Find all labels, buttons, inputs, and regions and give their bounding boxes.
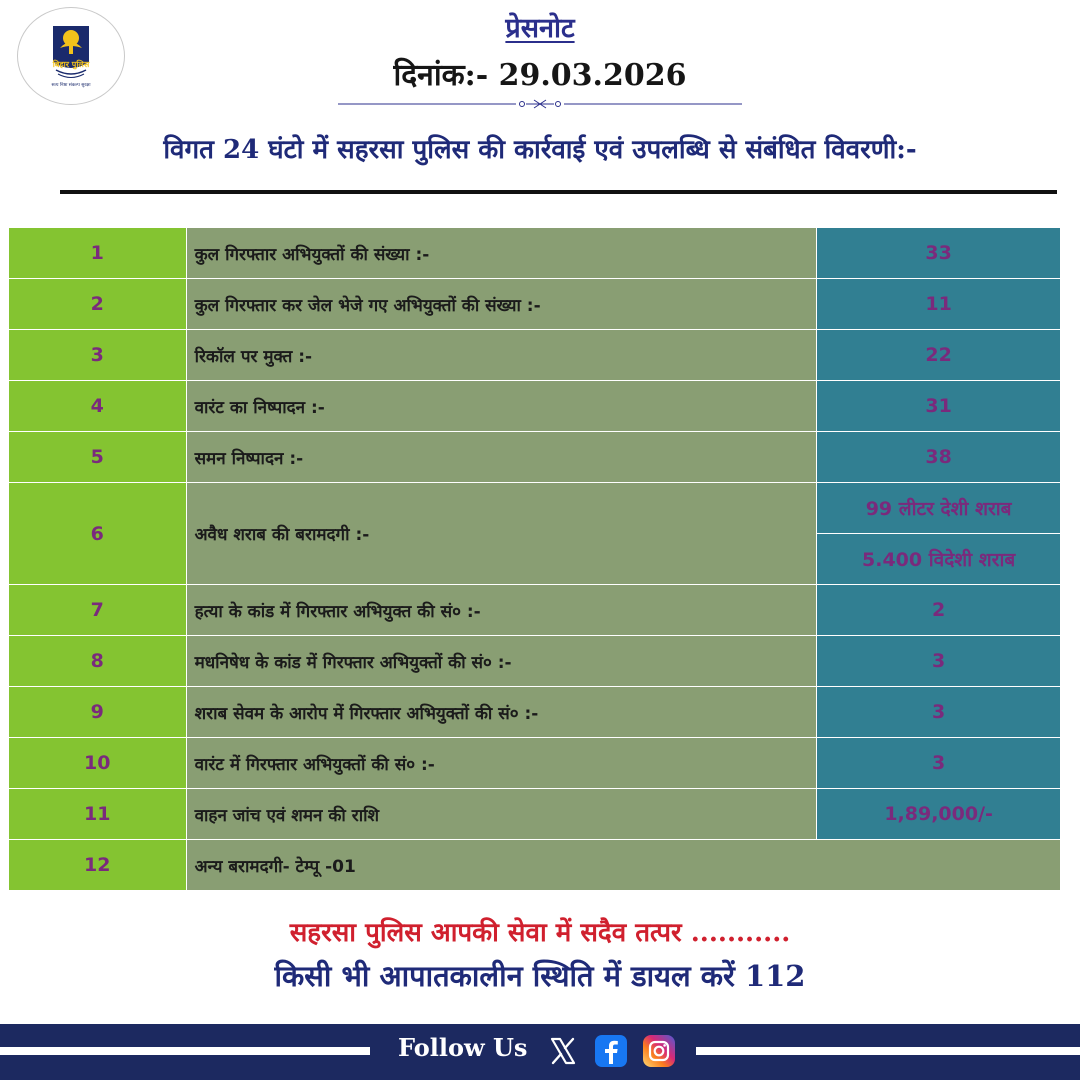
table-row [9,636,1061,687]
table-row [9,228,1061,279]
table-row [9,789,1061,840]
row-number: 1 [9,228,187,279]
instagram-icon[interactable] [642,1034,676,1068]
row-value: 1,89,000/- [817,789,1061,840]
row-number: 12 [9,840,187,891]
header-divider [60,190,1057,194]
row-value: 22 [817,330,1061,381]
table-row [9,279,1061,330]
table-row [9,381,1061,432]
social-footer [0,1024,1080,1080]
table-row [9,687,1061,738]
row-number: 9 [9,687,187,738]
logo-name: बिहार पुलिस [52,60,90,69]
row-value: 31 [817,381,1061,432]
row-number: 6 [9,483,187,585]
row-label: समन निष्पादन :- [186,432,817,483]
row-label: रिकॉल पर मुक्त :- [186,330,817,381]
row-value-foreign-liquor: 5.400 विदेशी शराब [817,534,1061,585]
table-row [9,483,1061,534]
table-row [9,585,1061,636]
footer-divider-right [696,1047,1080,1055]
row-number: 7 [9,585,187,636]
row-number: 8 [9,636,187,687]
table-row [9,330,1061,381]
arrest-statistics-table [8,227,1061,891]
row-value: 3 [817,636,1061,687]
press-note-title-text: प्रेसनोट [505,13,575,44]
row-value-country-liquor: 99 लीटर देशी शराब [817,483,1061,534]
row-number: 3 [9,330,187,381]
row-label: हत्या के कांड में गिरफ्तार अभियुक्त की सं० :- [186,585,817,636]
row-value: 3 [817,687,1061,738]
press-note-title [0,8,1080,45]
row-label: कुल गिरफ्तार अभियुक्तों की संख्या :- [186,228,817,279]
row-value: 2 [817,585,1061,636]
row-value: 11 [817,279,1061,330]
row-number: 2 [9,279,187,330]
ornament-divider-icon [338,97,742,111]
row-value: 3 [817,738,1061,789]
table-row [9,432,1061,483]
row-label: कुल गिरफ्तार कर जेल भेजे गए अभियुक्तों की संख्या :- [186,279,817,330]
follow-us-label: Follow Us [398,1033,528,1062]
row-label: मधनिषेध के कांड में गिरफ्तार अभियुक्तों की सं० :- [186,636,817,687]
table-row [9,738,1061,789]
row-number: 11 [9,789,187,840]
service-slogan: सहरसा पुलिस आपकी सेवा में सदैव तत्पर ........... [289,918,791,948]
table-row [9,840,1061,891]
facebook-icon[interactable] [594,1034,628,1068]
report-subtitle: विगत 24 घंटो में सहरसा पुलिस की कार्रवाई एवं उपलब्धि से संबंधित विवरणी:- [163,135,917,165]
logo-motto: सत्य निष्ठा संकल्प सुरक्षा [51,83,91,88]
row-value: 33 [817,228,1061,279]
footer-divider-left [0,1047,370,1055]
row-label: अवैध शराब की बरामदगी :- [186,483,817,585]
row-label: अन्य बरामदगी- टेम्पू -01 [186,840,1060,891]
row-label: वारंट में गिरफ्तार अभियुक्तों की सं० :- [186,738,817,789]
row-label: वाहन जांच एवं शमन की राशि [186,789,817,840]
row-label: वारंट का निष्पादन :- [186,381,817,432]
row-label: शराब सेवम के आरोप में गिरफ्तार अभियुक्तों की सं० :- [186,687,817,738]
row-value: 38 [817,432,1061,483]
row-number: 5 [9,432,187,483]
row-number: 10 [9,738,187,789]
x-icon[interactable] [546,1034,580,1068]
row-number: 4 [9,381,187,432]
press-note-date: दिनांक:- 29.03.2026 [393,58,687,93]
emergency-helpline: किसी भी आपातकालीन स्थिति में डायल करें 112 [274,959,806,993]
